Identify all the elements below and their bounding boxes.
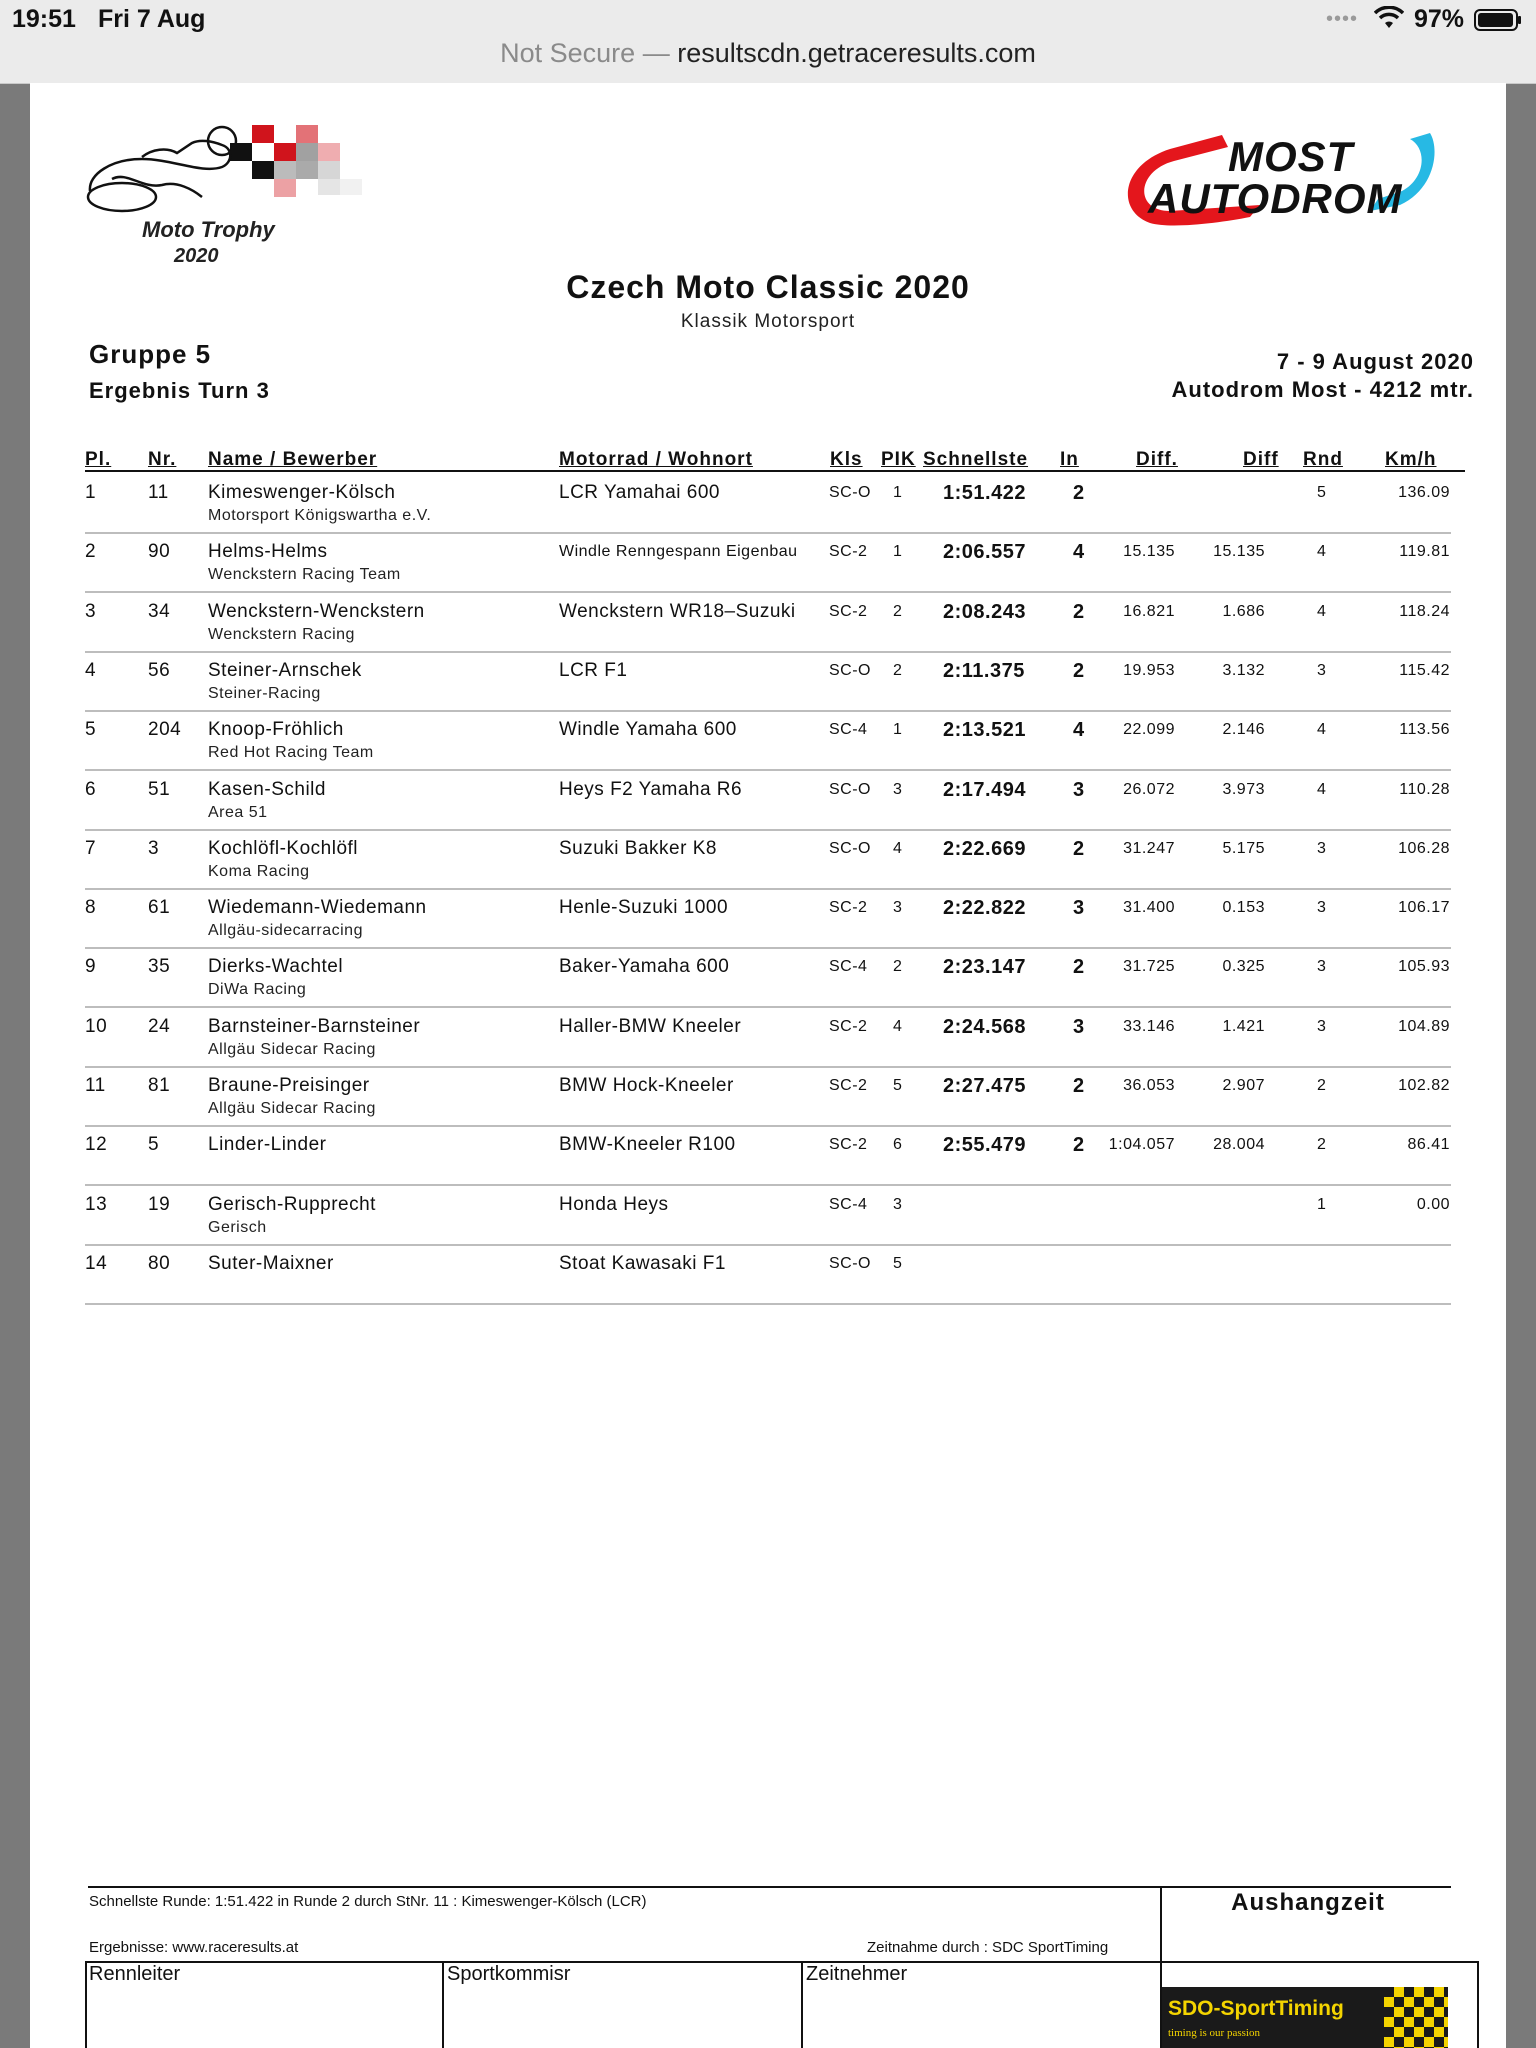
- row-team: Allgäu Sidecar Racing: [208, 1100, 376, 1117]
- event-venue: Autodrom Most - 4212 mtr.: [1171, 377, 1474, 402]
- row-diff-prev: 3.973: [1222, 780, 1265, 798]
- row-in-lap: 2: [1073, 956, 1085, 979]
- row-place: 3: [85, 600, 97, 622]
- row-laps: 1: [1317, 1195, 1327, 1213]
- row-team: Allgäu-sidecarracing: [208, 922, 363, 940]
- most-logo-text: MOST: [1228, 133, 1354, 180]
- row-speed: 136.09: [1398, 484, 1450, 501]
- row-pik: 6: [893, 1136, 903, 1154]
- row-pik: 4: [893, 1017, 903, 1035]
- most-autodrom-logo: [1110, 119, 1450, 244]
- row-place: 5: [85, 719, 97, 741]
- row-pik: 1: [893, 721, 903, 739]
- row-name: Kimeswenger-Kölsch: [208, 482, 396, 503]
- table-row: [30, 1067, 1506, 1126]
- row-speed: 86.41: [1407, 1136, 1450, 1154]
- rennleiter-label: Rennleiter: [89, 1963, 181, 1985]
- row-pik: 2: [893, 958, 903, 976]
- col-best: Schnellste: [923, 449, 1029, 470]
- row-place: 12: [85, 1134, 108, 1156]
- row-speed: 104.89: [1398, 1017, 1450, 1035]
- row-class: SC-4: [829, 721, 868, 739]
- row-bike: Heys F2 Yamaha R6: [559, 778, 743, 800]
- row-team: Area 51: [208, 803, 268, 821]
- moto-trophy-logo-year: 2020: [174, 245, 219, 267]
- row-diff-prev: 15.135: [1213, 543, 1265, 561]
- result-name: Ergebnis Turn 3: [89, 378, 270, 403]
- table-row: [30, 830, 1506, 889]
- row-number: 34: [148, 600, 171, 622]
- row-best-lap: 1:51.422: [943, 482, 1026, 504]
- row-name: Braune-Preisinger: [208, 1075, 370, 1096]
- row-speed: 119.81: [1399, 543, 1450, 561]
- row-diff-prev: 2.146: [1222, 721, 1265, 739]
- col-in: In: [1060, 449, 1079, 470]
- event-dates-right: 7 - 9 August 2020: [1276, 349, 1474, 374]
- row-pik: 3: [893, 1195, 903, 1213]
- row-name: Dierks-Wachtel: [208, 956, 344, 978]
- row-in-lap: 4: [1073, 719, 1085, 742]
- footer-top-rule: [88, 1886, 1451, 1888]
- signature-box-right: [1477, 1961, 1479, 2048]
- row-place: 8: [85, 897, 97, 919]
- table-row: [30, 1245, 1506, 1304]
- table-row: [30, 948, 1506, 1007]
- row-bike: Baker-Yamaha 600: [559, 956, 730, 978]
- row-laps: 3: [1317, 958, 1327, 976]
- event-subtitle: Klassik Motorsport: [680, 311, 856, 332]
- row-diff: 31.247: [1123, 839, 1175, 857]
- row-speed: 110.28: [1399, 780, 1450, 798]
- status-date: Fri 7 Aug: [98, 5, 206, 33]
- row-diff: 22.099: [1123, 721, 1175, 739]
- row-number: 11: [148, 482, 169, 503]
- row-name: Kochlöfl-Kochlöfl: [208, 837, 359, 859]
- row-bike: BMW-Kneeler R100: [559, 1134, 736, 1156]
- table-row: [30, 1008, 1506, 1067]
- row-pik: 5: [893, 1077, 903, 1094]
- row-best-lap: 2:27.475: [943, 1075, 1026, 1097]
- browser-chrome: [0, 0, 1536, 84]
- row-laps: 3: [1317, 1017, 1327, 1035]
- row-laps: 2: [1317, 1077, 1327, 1094]
- row-speed: 105.93: [1398, 958, 1450, 976]
- aushangzeit-label: Aushangzeit: [1231, 1889, 1385, 1916]
- status-time: 19:51: [12, 5, 76, 33]
- row-number: 81: [148, 1075, 171, 1096]
- row-diff: 16.821: [1123, 602, 1175, 620]
- col-kmh: Km/h: [1385, 449, 1437, 470]
- sdc-logo-text: SDO-SportTiming: [1168, 1997, 1344, 2020]
- row-name: Gerisch-Rupprecht: [208, 1193, 376, 1215]
- row-bike: Windle Yamaha 600: [559, 719, 737, 741]
- table-row: [30, 711, 1506, 770]
- row-class: SC-2: [829, 1017, 868, 1035]
- row-number: 80: [148, 1252, 171, 1274]
- row-separator: [85, 1303, 1451, 1305]
- row-name: Helms-Helms: [208, 541, 328, 563]
- table-row: [30, 1126, 1506, 1185]
- header-rule: [85, 470, 1465, 472]
- row-bike: BMW Hock-Kneeler: [559, 1075, 734, 1096]
- row-team: Koma Racing: [208, 862, 310, 880]
- row-place: 14: [85, 1252, 108, 1274]
- row-pik: 4: [893, 839, 903, 857]
- row-name: Linder-Linder: [208, 1134, 327, 1156]
- row-team: Steiner-Racing: [208, 684, 321, 702]
- row-place: 4: [85, 659, 97, 681]
- row-diff-prev: 2.907: [1222, 1077, 1265, 1094]
- row-diff-prev: 1.686: [1222, 602, 1265, 620]
- zeitnehmer-label: Zeitnehmer: [806, 1963, 908, 1985]
- row-in-lap: 4: [1073, 541, 1085, 564]
- row-team: Motorsport Königswartha e.V.: [208, 507, 432, 524]
- row-number: 51: [148, 778, 171, 800]
- row-class: SC-2: [829, 899, 868, 917]
- signature-box-left: [85, 1961, 87, 2048]
- row-laps: 4: [1317, 543, 1327, 561]
- row-diff-prev: 28.004: [1213, 1136, 1265, 1154]
- row-team: Wenckstern Racing Team: [208, 566, 401, 584]
- row-in-lap: 2: [1073, 659, 1085, 682]
- row-name: Kasen-Schild: [208, 778, 326, 800]
- group-name: Gruppe 5: [89, 339, 212, 369]
- row-class: SC-2: [829, 602, 868, 620]
- row-place: 1: [85, 482, 97, 503]
- battery-percent: 97%: [1414, 5, 1465, 33]
- row-laps: 4: [1317, 780, 1327, 798]
- row-bike: Suzuki Bakker K8: [559, 837, 717, 859]
- row-laps: 5: [1317, 484, 1327, 501]
- row-team: Gerisch: [208, 1218, 267, 1236]
- signature-box-div1: [442, 1961, 444, 2048]
- row-name: Suter-Maixner: [208, 1252, 334, 1274]
- row-laps: 3: [1317, 661, 1327, 679]
- url-bar[interactable]: [0, 38, 1536, 69]
- row-bike: LCR F1: [559, 659, 628, 681]
- row-speed: 102.82: [1398, 1077, 1450, 1094]
- row-bike: Haller-BMW Kneeler: [559, 1015, 742, 1037]
- row-place: 10: [85, 1015, 108, 1037]
- row-place: 9: [85, 956, 97, 978]
- row-best-lap: 2:06.557: [943, 541, 1026, 564]
- row-class: SC-2: [829, 543, 868, 561]
- row-bike: Wenckstern WR18–Suzuki: [559, 600, 796, 622]
- results-website: Ergebnisse: www.raceresults.at: [89, 1939, 299, 1956]
- security-indicator: Not Secure —: [500, 38, 678, 68]
- row-diff: 36.053: [1123, 1077, 1175, 1094]
- col-name: Name / Bewerber: [208, 449, 378, 470]
- table-row: [30, 771, 1506, 830]
- signature-box-top: [85, 1961, 1479, 1963]
- row-name: Wenckstern-Wenckstern: [208, 600, 425, 622]
- row-pik: 2: [893, 661, 903, 679]
- row-bike: Stoat Kawasaki F1: [559, 1252, 726, 1274]
- row-diff: 1:04.057: [1108, 1136, 1175, 1154]
- col-kls: Kls: [830, 449, 863, 470]
- col-bike: Motorrad / Wohnort: [559, 449, 753, 470]
- row-laps: 3: [1317, 839, 1327, 857]
- row-in-lap: 3: [1073, 897, 1085, 920]
- row-best-lap: 2:55.479: [943, 1134, 1026, 1157]
- table-row: [30, 889, 1506, 948]
- row-diff-prev: 3.132: [1222, 661, 1265, 679]
- row-place: 11: [85, 1075, 106, 1096]
- row-best-lap: 2:08.243: [943, 600, 1026, 623]
- row-diff: 33.146: [1123, 1017, 1175, 1035]
- row-in-lap: 3: [1073, 778, 1085, 801]
- row-diff-prev: 5.175: [1222, 839, 1265, 857]
- row-number: 90: [148, 541, 171, 563]
- row-speed: 106.17: [1398, 899, 1450, 917]
- row-team: Red Hot Racing Team: [208, 744, 374, 762]
- row-laps: 4: [1317, 721, 1327, 739]
- row-speed: 118.24: [1399, 602, 1450, 620]
- url-domain: resultscdn.getraceresults.com: [677, 38, 1036, 68]
- row-number: 56: [148, 659, 171, 681]
- row-laps: 3: [1317, 899, 1327, 917]
- col-pl: Pl.: [85, 449, 112, 470]
- sportkommissar-label: Sportkommisr: [447, 1963, 571, 1985]
- row-class: SC-2: [829, 1077, 868, 1094]
- row-diff: 19.953: [1123, 661, 1175, 679]
- col-nr: Nr.: [148, 449, 177, 470]
- row-speed: 115.42: [1399, 661, 1450, 679]
- row-pik: 1: [893, 484, 903, 501]
- row-diff: 26.072: [1123, 780, 1175, 798]
- row-bike: LCR Yamahai 600: [559, 482, 721, 503]
- row-class: SC-O: [829, 1254, 871, 1272]
- table-row: [30, 474, 1506, 533]
- row-team: DiWa Racing: [208, 981, 307, 999]
- row-best-lap: 2:22.822: [943, 897, 1026, 920]
- row-best-lap: 2:22.669: [943, 837, 1026, 860]
- row-diff: 15.135: [1123, 543, 1175, 561]
- row-name: Barnsteiner-Barnsteiner: [208, 1015, 421, 1037]
- row-best-lap: 2:11.375: [943, 659, 1025, 682]
- row-best-lap: 2:17.494: [943, 778, 1026, 801]
- fastest-lap-note: Schnellste Runde: 1:51.422 in Runde 2 durch StNr. 11 : Kimeswenger-Kölsch (LCR): [89, 1893, 647, 1910]
- row-class: SC-O: [829, 661, 871, 679]
- row-speed: 113.56: [1399, 721, 1450, 739]
- multitasking-dots-icon[interactable]: ••••: [1326, 8, 1359, 30]
- row-diff: 31.400: [1123, 899, 1175, 917]
- row-pik: 3: [893, 899, 903, 917]
- row-diff-prev: 0.153: [1222, 899, 1265, 917]
- row-best-lap: 2:24.568: [943, 1015, 1026, 1038]
- table-row: [30, 533, 1506, 592]
- row-diff-prev: 0.325: [1222, 958, 1265, 976]
- row-number: 204: [148, 719, 182, 741]
- table-row: [30, 593, 1506, 652]
- row-diff-prev: 1.421: [1222, 1017, 1265, 1035]
- moto-trophy-rider-icon: [82, 119, 412, 219]
- moto-trophy-logo-text: Moto Trophy: [142, 217, 275, 242]
- row-place: 2: [85, 541, 97, 563]
- row-place: 13: [85, 1193, 108, 1215]
- wifi-icon: [1374, 6, 1404, 30]
- col-rnd: Rnd: [1303, 449, 1343, 470]
- row-diff: 31.725: [1123, 958, 1175, 976]
- row-speed: 106.28: [1398, 839, 1450, 857]
- row-class: SC-O: [829, 484, 871, 501]
- row-bike: Henle-Suzuki 1000: [559, 897, 729, 919]
- row-bike: Windle Renngespann Eigenbau: [559, 543, 798, 561]
- row-in-lap: 2: [1073, 482, 1085, 504]
- row-speed: 0.00: [1416, 1195, 1450, 1213]
- row-class: SC-4: [829, 1195, 868, 1213]
- row-number: 19: [148, 1193, 171, 1215]
- row-in-lap: 2: [1073, 1134, 1085, 1157]
- row-place: 7: [85, 837, 97, 859]
- row-class: SC-4: [829, 958, 868, 976]
- col-diff2: Diff: [1243, 449, 1279, 470]
- moto-trophy-logo: [82, 119, 412, 279]
- results-document: [30, 83, 1506, 2048]
- row-class: SC-O: [829, 839, 871, 857]
- row-number: 61: [148, 897, 171, 919]
- row-in-lap: 2: [1073, 600, 1085, 623]
- row-number: 24: [148, 1015, 171, 1037]
- sdc-sporttiming-logo: [1162, 1987, 1448, 2048]
- signature-box-div2: [801, 1961, 803, 2048]
- table-row: [30, 652, 1506, 711]
- row-in-lap: 2: [1073, 1075, 1085, 1097]
- sdc-logo-tagline: timing is our passion: [1168, 2027, 1260, 2039]
- row-in-lap: 3: [1073, 1015, 1085, 1038]
- row-name: Knoop-Fröhlich: [208, 719, 344, 741]
- row-pik: 3: [893, 780, 903, 798]
- row-team: Wenckstern Racing: [208, 625, 355, 643]
- row-pik: 1: [893, 543, 903, 561]
- row-number: 5: [148, 1134, 160, 1156]
- row-class: SC-2: [829, 1136, 868, 1154]
- row-name: Wiedemann-Wiedemann: [208, 897, 427, 919]
- row-number: 35: [148, 956, 171, 978]
- battery-icon: [1474, 9, 1522, 31]
- row-laps: 4: [1317, 602, 1327, 620]
- row-name: Steiner-Arnschek: [208, 659, 362, 681]
- sdc-checker-flag-icon: [1384, 1987, 1448, 2048]
- row-pik: 2: [893, 602, 903, 620]
- row-best-lap: 2:13.521: [943, 719, 1026, 742]
- table-row: [30, 1186, 1506, 1245]
- row-class: SC-O: [829, 780, 871, 798]
- row-bike: Honda Heys: [559, 1193, 669, 1215]
- timing-credit: Zeitnahme durch : SDC SportTiming: [867, 1939, 1109, 1956]
- row-laps: 2: [1317, 1136, 1327, 1154]
- row-best-lap: 2:23.147: [943, 956, 1026, 979]
- row-pik: 5: [893, 1254, 903, 1272]
- autodrom-logo-text: AUTODROM: [1148, 175, 1403, 222]
- row-place: 6: [85, 778, 97, 800]
- col-diff: Diff.: [1136, 449, 1178, 470]
- row-in-lap: 2: [1073, 837, 1085, 860]
- col-pik: PIK: [881, 449, 916, 470]
- row-team: Allgäu Sidecar Racing: [208, 1040, 376, 1058]
- event-title: Czech Moto Classic 2020: [566, 269, 970, 305]
- row-number: 3: [148, 837, 160, 859]
